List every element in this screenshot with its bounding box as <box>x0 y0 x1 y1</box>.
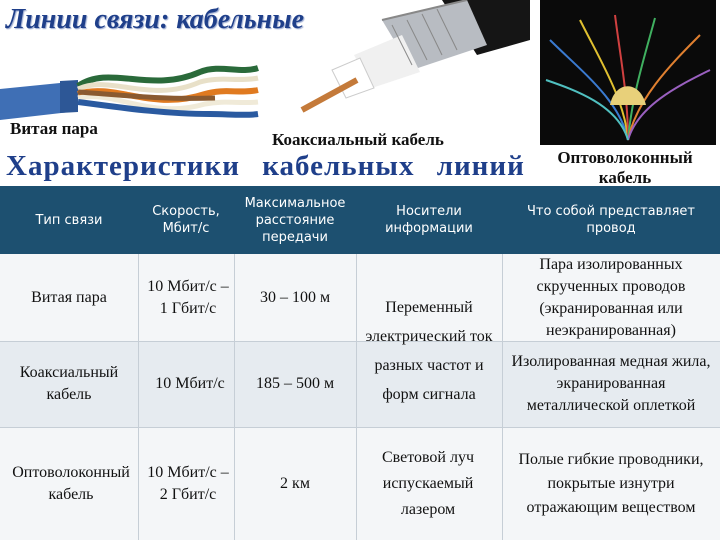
cell-carrier-shared: Переменный электрический ток разных частот и форм сигнала <box>365 299 493 403</box>
cell-description: Изолированная медная жила, экранированная металлической оплеткой <box>511 353 711 414</box>
column-divider <box>356 254 357 540</box>
cell-speed: 10 Мбит/с <box>155 375 225 392</box>
header-distance: Максимальное расстояние передачи <box>234 186 356 254</box>
cell-description: Пара изолированных скрученных проводов (экранированная или неэкранированная) <box>536 255 686 339</box>
column-divider <box>502 254 503 540</box>
fiber-caption: Оптоволоконный кабель <box>557 148 693 186</box>
cell-carrier: Световой луч испускаемый лазером <box>381 448 475 518</box>
cell-speed: 10 Мбит/с – 2 Гбит/с <box>147 463 229 503</box>
cell-type: Оптоволоконный кабель <box>12 463 130 503</box>
cell-speed: 10 Мбит/с – 1 Гбит/с <box>147 277 229 317</box>
coaxial-cable-photo <box>262 0 530 125</box>
header-carrier: Носители информации <box>356 186 502 254</box>
cell-distance: 30 – 100 м <box>259 288 331 306</box>
section-title: Характеристики кабельных линий <box>6 150 525 182</box>
fiber-optic-photo <box>540 0 716 145</box>
column-divider <box>138 254 139 540</box>
cell-description: Полые гибкие проводники, покрытые изнутри отражающим веществом <box>518 450 704 516</box>
cell-type: Коаксиальный кабель <box>19 364 119 403</box>
header-type: Тип связи <box>0 186 138 254</box>
cell-type: Витая пара <box>31 288 107 306</box>
header-description: Что собой представляет провод <box>502 186 720 254</box>
twisted-pair-photo <box>0 34 260 124</box>
header-speed: Скорость, Мбит/с <box>138 186 234 254</box>
cell-distance: 2 км <box>280 474 310 492</box>
characteristics-table <box>0 186 720 540</box>
twisted-pair-caption: Витая пара <box>10 119 98 138</box>
cell-distance: 185 – 500 м <box>255 375 335 392</box>
page-title: Линии связи: кабельные <box>6 4 305 35</box>
coaxial-caption: Коаксиальный кабель <box>272 130 444 149</box>
